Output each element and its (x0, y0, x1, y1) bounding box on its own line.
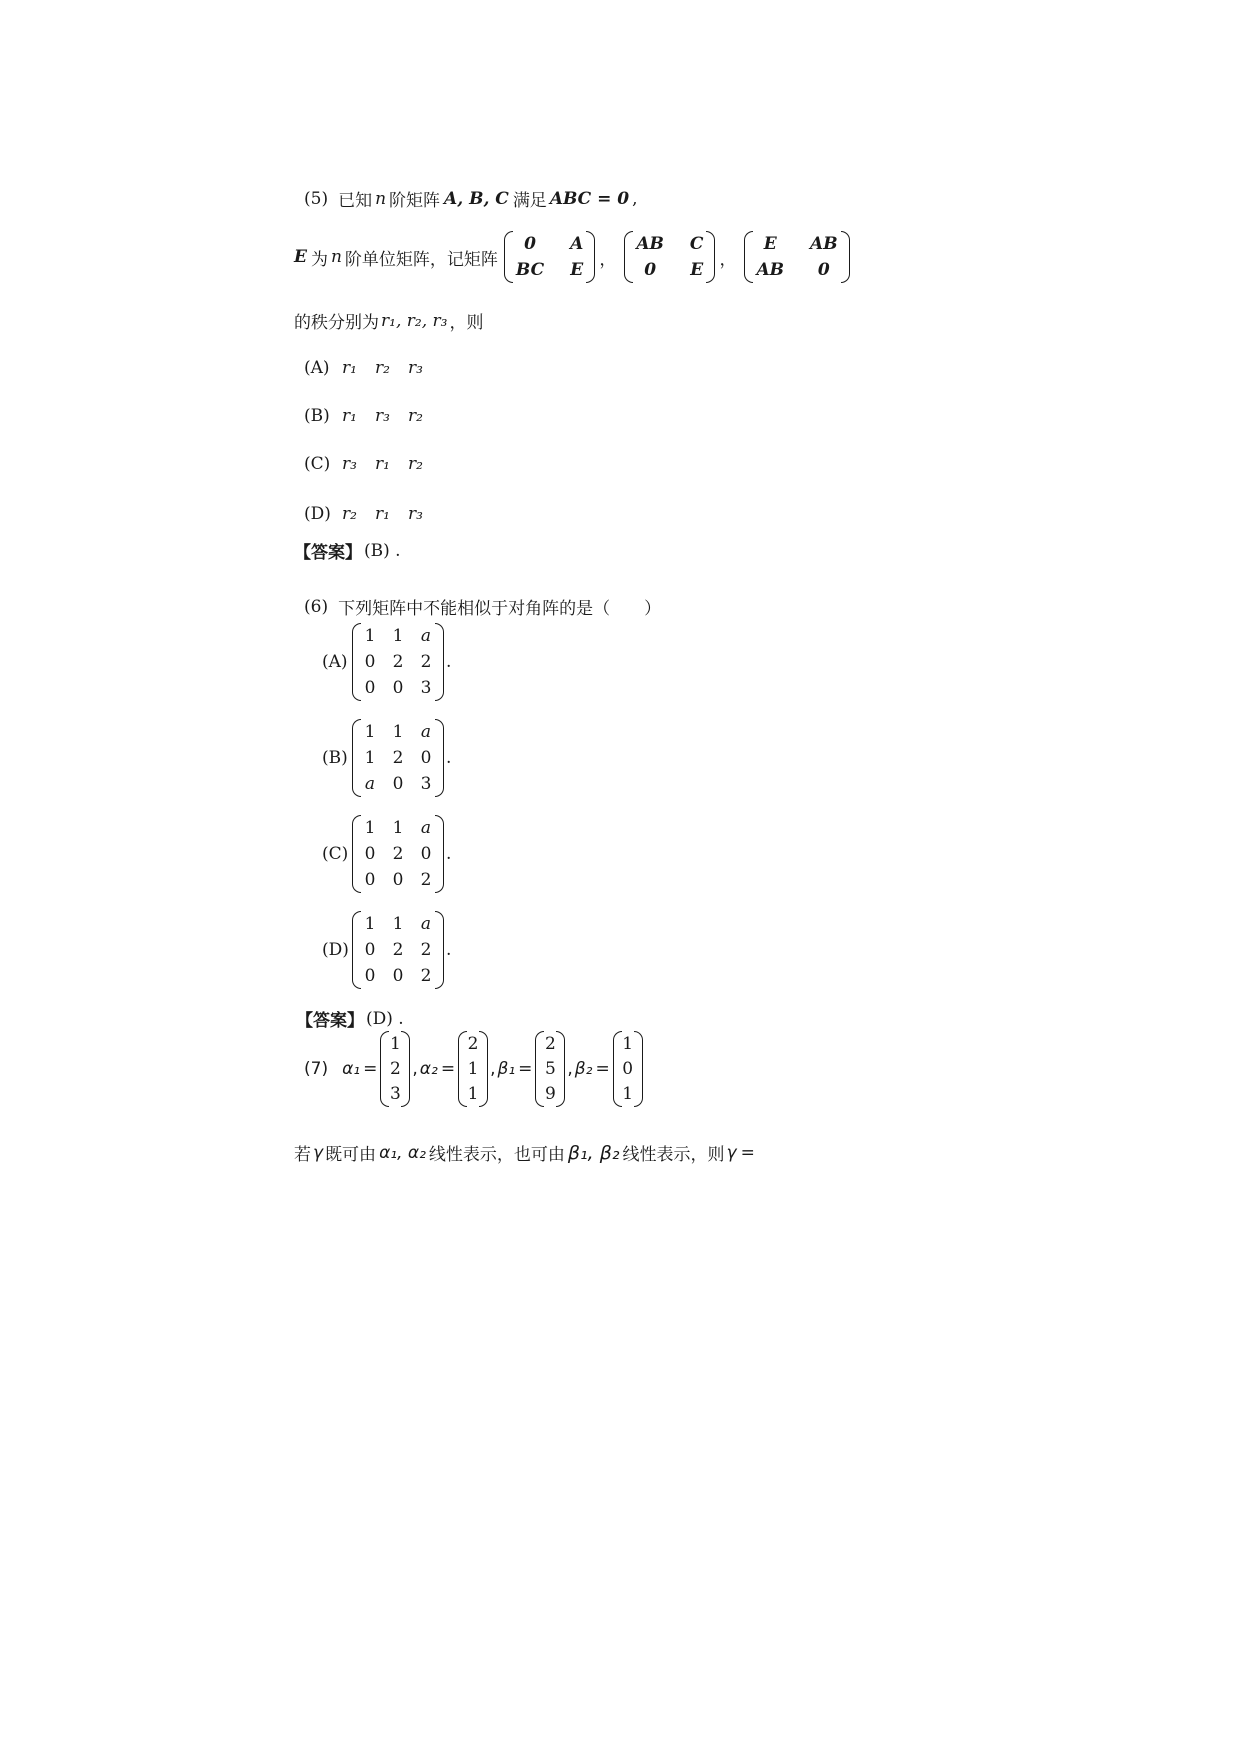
block-matrix-1 (504, 234, 595, 280)
matrix-cell: 0 (364, 652, 376, 672)
block-matrix-2 (624, 234, 715, 280)
matrix-cell: 1 (392, 914, 404, 934)
matrix-cell: E (570, 260, 584, 280)
matrix-cell: 2 (420, 870, 432, 890)
matrix-cell: 1 (364, 722, 376, 742)
q7-eq: = (440, 1059, 456, 1079)
option-rank: r₁ (342, 406, 357, 426)
matrix-cell: 0 (524, 234, 536, 254)
q5-line3 (294, 308, 483, 333)
matrix-cell: a (420, 722, 432, 742)
option-matrix (352, 818, 444, 890)
matrix-cell: 0 (364, 870, 376, 890)
matrix-cell: 0 (392, 870, 404, 890)
vector-entry: 1 (467, 1084, 479, 1104)
vector-name: β₁ (497, 1059, 516, 1079)
matrix-cell: 3 (420, 774, 432, 794)
q5-E: E (294, 247, 307, 267)
matrix-cell: 1 (364, 626, 376, 646)
q5-stem-a: 已知 (338, 191, 373, 211)
option-label: (D) (304, 504, 331, 524)
q7-eq: = (363, 1059, 378, 1079)
q7-gamma-2: γ (726, 1142, 737, 1163)
vector-entry: 3 (389, 1084, 401, 1104)
q5-line2 (294, 234, 850, 280)
option-label: (A) (322, 652, 348, 672)
option-label: (C) (304, 454, 331, 474)
q7-comma: , (412, 1059, 418, 1079)
matrix-cell: a (420, 818, 432, 838)
option-rank: r₂ (408, 454, 423, 474)
q6-number: (6) (304, 596, 329, 617)
q7-line2-a: 若 (294, 1145, 311, 1165)
column-vector (380, 1034, 410, 1104)
answer-value: (D) . (366, 1008, 404, 1029)
matrix-cell: 2 (420, 940, 432, 960)
matrix-cell: a (364, 774, 376, 794)
matrix-cell: 0 (364, 940, 376, 960)
matrix-cell: 0 (420, 844, 432, 864)
matrix-cell: 0 (420, 748, 432, 768)
matrix-cell: 1 (364, 748, 376, 768)
column-vector (613, 1034, 643, 1104)
matrix-cell: A (570, 234, 584, 254)
q7-line2-b: 既可由 (325, 1145, 377, 1165)
q5-line1 (304, 186, 638, 211)
matrix-cell: 2 (392, 748, 404, 768)
matrix-cell: E (690, 260, 704, 280)
q7-comma: , (490, 1059, 496, 1079)
matrix-cell: 1 (392, 626, 404, 646)
q5-stem-c: 满足 (512, 191, 547, 211)
matrix-cell: 0 (364, 678, 376, 698)
option-rank: r₂ (342, 504, 357, 524)
vector-entry: 5 (544, 1059, 556, 1079)
matrix-cell: 2 (420, 966, 432, 986)
q7-number: (7) (304, 1059, 329, 1079)
option-end: . (446, 940, 452, 960)
column-vector (458, 1034, 488, 1104)
option-rank: r₃ (408, 504, 423, 524)
q5-answer (294, 538, 401, 563)
vector-entry: 2 (467, 1034, 479, 1054)
matrix-cell: E (763, 234, 777, 254)
q5-option-b (304, 406, 441, 426)
q7-eq: = (518, 1059, 533, 1079)
q5-line3-b: ，则 (449, 313, 484, 333)
column-vector (535, 1034, 565, 1104)
vector-entry: 1 (622, 1084, 634, 1104)
matrix-cell: C (689, 234, 704, 254)
q5-number: (5) (304, 188, 329, 209)
q5-line2-a: 为 (310, 249, 328, 270)
option-rank: r₁ (375, 454, 390, 474)
option-rank: r₃ (375, 406, 390, 426)
option-matrix (352, 914, 444, 986)
option-rank: r₂ (408, 406, 423, 426)
q5-option-c (304, 454, 441, 474)
q5-r-list: r₁, r₂, r₃ (381, 310, 448, 331)
matrix-cell: BC (515, 260, 545, 280)
q5-sep: ， (599, 249, 617, 270)
q7-alphas: α₁, α₂ (379, 1142, 426, 1163)
matrix-cell: a (420, 914, 432, 934)
option-label: (C) (322, 844, 349, 864)
answer-tag: 【答案】 (296, 1011, 364, 1031)
vector-name: α₁ (342, 1059, 361, 1079)
matrix-cell: 0 (364, 844, 376, 864)
matrix-cell: 0 (392, 966, 404, 986)
q6-option-b (322, 722, 451, 794)
vector-entry: 2 (544, 1034, 556, 1054)
q6-stem-line (304, 594, 661, 619)
matrix-cell: AB (636, 234, 664, 254)
q5-option-d (304, 504, 441, 524)
q6-answer (296, 1006, 404, 1031)
matrix-cell: AB (810, 234, 838, 254)
q6-option-d (322, 914, 451, 986)
option-rank: r₃ (342, 454, 357, 474)
vector-entry: 0 (622, 1059, 634, 1079)
matrix-cell: a (420, 626, 432, 646)
matrix-cell: 2 (392, 940, 404, 960)
matrix-cell: 0 (392, 774, 404, 794)
q6-option-c (322, 818, 451, 890)
q7-line2-e: = (740, 1142, 755, 1163)
q7-comma: , (567, 1059, 573, 1079)
option-end: . (446, 844, 452, 864)
q6-option-a (322, 626, 451, 698)
matrix-cell: 0 (392, 678, 404, 698)
matrix-cell: 1 (392, 722, 404, 742)
q5-condition: ABC = 0 (549, 188, 630, 209)
matrix-cell: 2 (392, 652, 404, 672)
q5-line3-a: 的秩分别为 (294, 313, 379, 333)
option-rank: r₃ (408, 358, 423, 378)
option-end: . (446, 652, 452, 672)
q5-n2: n (330, 247, 342, 267)
option-end: . (446, 748, 452, 768)
vector-name: α₂ (419, 1059, 438, 1079)
q5-sep: ， (719, 249, 737, 270)
option-rank: r₂ (375, 358, 390, 378)
vector-entry: 1 (467, 1059, 479, 1079)
option-label: (B) (322, 748, 348, 768)
q5-abc-list: A, B, C (444, 188, 509, 209)
matrix-cell: 1 (392, 818, 404, 838)
q5-stem-b: 阶矩阵 (389, 191, 441, 211)
q7-line2 (294, 1140, 755, 1165)
option-label: (B) (304, 406, 330, 426)
q6-stem: 下列矩阵中不能相似于对角阵的是（ ） (338, 599, 662, 619)
q7-vectors-line (304, 1034, 643, 1104)
matrix-cell: 2 (392, 844, 404, 864)
block-matrix-3 (744, 234, 849, 280)
vector-entry: 1 (622, 1034, 634, 1054)
matrix-cell: 1 (364, 818, 376, 838)
matrix-cell: 3 (420, 678, 432, 698)
q5-line2-b: 阶单位矩阵，记矩阵 (344, 249, 498, 270)
q5-n: n (375, 188, 387, 209)
option-rank: r₁ (342, 358, 357, 378)
option-matrix (352, 626, 444, 698)
matrix-cell: 0 (364, 966, 376, 986)
matrix-cell: 0 (644, 260, 657, 280)
matrix-cell: AB (756, 260, 784, 280)
vector-entry: 1 (389, 1034, 401, 1054)
answer-tag: 【答案】 (294, 543, 362, 563)
option-label: (A) (304, 358, 330, 378)
vector-name: β₂ (574, 1059, 593, 1079)
matrix-cell: 2 (420, 652, 432, 672)
vector-entry: 9 (544, 1084, 556, 1104)
option-matrix (352, 722, 444, 794)
option-label: (D) (322, 940, 349, 960)
q7-gamma: γ (313, 1142, 324, 1163)
q5-option-a (304, 358, 441, 378)
q7-betas: β₁, β₂ (567, 1141, 620, 1164)
matrix-cell: 0 (817, 260, 830, 280)
q7-eq: = (595, 1059, 610, 1079)
answer-value: (B) . (364, 540, 401, 561)
q7-line2-d: 线性表示，则 (622, 1145, 725, 1165)
vector-entry: 2 (389, 1059, 401, 1079)
q7-line2-c: 线性表示，也可由 (428, 1145, 565, 1165)
option-rank: r₁ (375, 504, 390, 524)
q5-comma: , (632, 188, 638, 209)
matrix-cell: 1 (364, 914, 376, 934)
